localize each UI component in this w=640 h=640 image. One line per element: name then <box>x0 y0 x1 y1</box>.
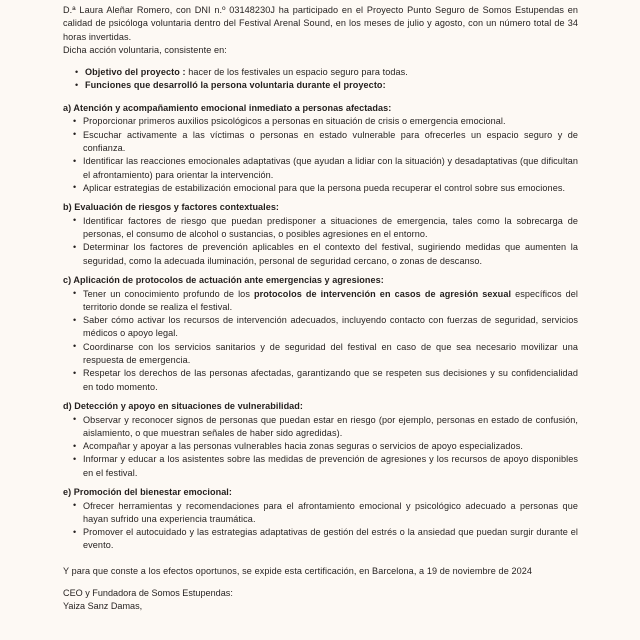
section-heading-a: a) Atención y acompañamiento emocional inmediato a personas afectadas: <box>63 102 392 113</box>
list-item: • Identificar las reacciones emocionales adaptativas (que ayudan a lidiar con la situación) y desadaptativas (que dificultan el afrontamiento) para orientar la intervención. <box>63 155 578 182</box>
list-item: • Proporcionar primeros auxilios psicológicos a personas en situación de crisis o emergencia emocional. <box>63 115 578 128</box>
section-list-c <box>63 288 578 394</box>
item-text-post: específicos del territorio donde se realiza el festival. <box>83 288 578 312</box>
spacer <box>63 553 578 565</box>
list-item: • Coordinarse con los servicios sanitarios y de seguridad del festival en caso de que sea necesario movilizar una respuesta de emergencia. <box>63 341 578 368</box>
list-item: • Ofrecer herramientas y recomendaciones para el afrontamiento emocional y psicológico adecuado a personas que hayan sufrido una experiencia traumática. <box>63 500 578 527</box>
section-heading-b: b) Evaluación de riesgos y factores contextuales: <box>63 202 280 213</box>
spacer <box>63 578 578 587</box>
list-item: • Escuchar activamente a las víctimas o personas en estado vulnerable para ofrecerles un espacio seguro y de confianza. <box>63 129 578 156</box>
list-item: • Aplicar estrategias de estabilización emocional para que la persona pueda recuperar el control sobre sus emociones. <box>63 182 578 195</box>
list-item: • Respetar los derechos de las personas afectadas, garantizando que se respeten sus decisiones y su confidencialidad en todo momento. <box>63 367 578 394</box>
list-item: • Promover el autocuidado y las estrategias adaptativas de gestión del estrés o la ansiedad que puedan surgir durante el evento. <box>63 526 578 553</box>
list-item: • Identificar factores de riesgo que puedan predisponer a situaciones de emergencia, tales como la sobrecarga de personas, el consumo de alcohol o sustancias, o posibles agresiones en el entorno. <box>63 215 578 242</box>
list-item: • Observar y reconocer signos de personas que puedan estar en riesgo (por ejemplo, personas en estado de confusión, aislamiento, o que muestran señales de haber sido agredidas). <box>63 414 578 441</box>
section-list-a <box>63 115 578 195</box>
spacer <box>63 57 578 66</box>
top-bullet-list <box>63 66 578 93</box>
intro-paragraph-1: D.ª Laura Aleñar Romero, con DNI n.º 03148230J ha participado en el Proyecto Punto Seguro de Somos Estupendas en calidad de psicóloga voluntaria dentro del Festival Arenal Sound, en los meses de julio y agosto, con un número total de 34 horas invertidas. <box>63 5 578 42</box>
section-heading-d: d) Detección y apoyo en situaciones de vulnerabilidad: <box>63 400 303 411</box>
list-item: • Acompañar y apoyar a las personas vulnerables hacia zonas seguras o servicios de apoyo especializados. <box>63 440 578 453</box>
signature-name: Yaiza Sanz Damas, <box>63 601 143 612</box>
section-list-b <box>63 215 578 268</box>
section-heading-c: c) Aplicación de protocolos de actuación ante emergencias y agresiones: <box>63 274 384 285</box>
section-list-d <box>63 414 578 480</box>
list-item <box>63 79 578 92</box>
list-item: • Determinar los factores de prevención aplicables en el contexto del festival, sugiriendo medidas que aumenten la seguridad, como la adecuada iluminación, personal de seguridad cercano, o zonas de descanso. <box>63 241 578 268</box>
bullet-bold-label: Funciones que desarrolló la persona voluntaria durante el proyecto: <box>85 80 386 91</box>
intro-paragraph-2: Dicha acción voluntaria, consistente en: <box>63 44 227 55</box>
section-heading-e: e) Promoción del bienestar emocional: <box>63 486 232 497</box>
spacer <box>63 93 578 102</box>
item-text-pre: Tener un conocimiento profundo de los <box>83 288 254 299</box>
signature-role: CEO y Fundadora de Somos Estupendas: <box>63 588 233 599</box>
list-item: • Saber cómo activar los recursos de intervención adecuados, incluyendo contacto con fuerzas de seguridad, servicios médicos o apoyo legal. <box>63 314 578 341</box>
section-list-e <box>63 500 578 553</box>
list-item <box>63 288 578 315</box>
bullet-bold-label: Objetivo del proyecto : <box>85 67 186 78</box>
list-item <box>63 66 578 79</box>
bullet-rest-text: hacer de los festivales un espacio seguro para todas. <box>185 67 408 78</box>
closing-statement: Y para que conste a los efectos oportunos, se expide esta certificación, en Barcelona, a 19 de noviembre de 2024 <box>63 565 533 576</box>
list-item: • Informar y educar a los asistentes sobre las medidas de prevención de agresiones y los recursos de apoyo disponibles en el festival. <box>63 453 578 480</box>
item-text-bold: protocolos de intervención en casos de agresión sexual <box>253 288 512 299</box>
signature-block <box>63 587 578 614</box>
